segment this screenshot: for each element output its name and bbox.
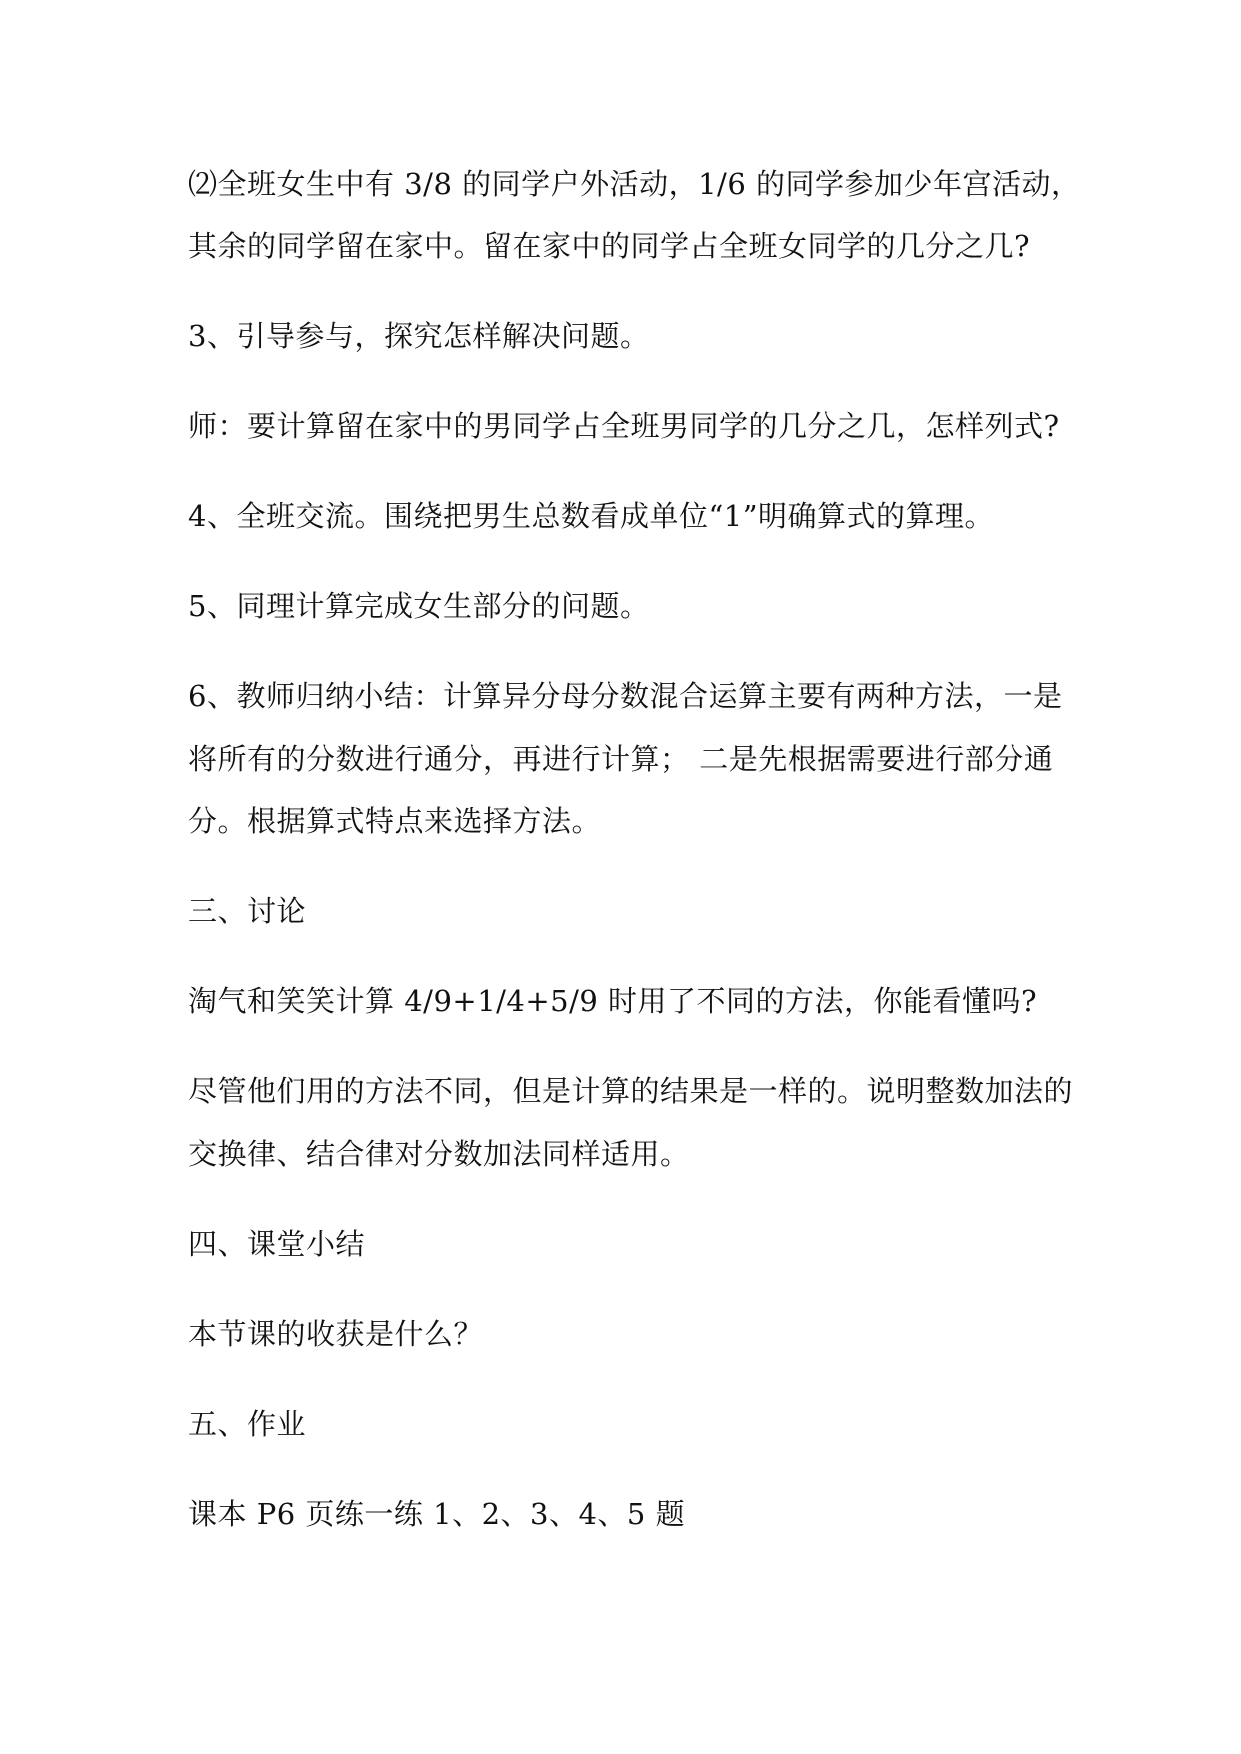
step-5-text: 5、同理计算完成女生部分的问题。 (188, 589, 650, 623)
section-heading-discussion: 三、讨论 (188, 894, 307, 928)
section-heading-summary: 四、课堂小结 (188, 1227, 366, 1261)
section-heading-homework: 五、作业 (188, 1407, 307, 1441)
paragraph-question-2-line-2: 其余的同学留在家中。留在家中的同学占全班女同学的几分之几? (188, 229, 1031, 263)
step-3-text: 3、引导参与，探究怎样解决问题。 (188, 319, 650, 353)
summary-question: 本节课的收获是什么？ (188, 1317, 484, 1351)
discussion-explanation-line-1: 尽管他们用的方法不同，但是计算的结果是一样的。说明整数加法的 (188, 1074, 1074, 1108)
discussion-question: 淘气和笑笑计算 4/9+1/4+5/9 时用了不同的方法，你能看懂吗? (188, 984, 1038, 1018)
paragraph-question-2-line-1: ⑵全班女生中有 3/8 的同学户外活动，1/6 的同学参加少年宫活动， (188, 167, 1081, 201)
homework-text: 课本 P6 页练一练 1、2、3、4、5 题 (188, 1497, 686, 1531)
step-6-line-1: 6、教师归纳小结：计算异分母分数混合运算主要有两种方法，一是 (188, 679, 1063, 713)
teacher-question: 师：要计算留在家中的男同学占全班男同学的几分之几，怎样列式? (188, 409, 1060, 443)
step-4-text: 4、全班交流。围绕把男生总数看成单位“1”明确算式的算理。 (188, 499, 995, 533)
discussion-explanation-line-2: 交换律、结合律对分数加法同样适用。 (188, 1137, 690, 1171)
step-6-line-3: 分。根据算式特点来选择方法。 (188, 804, 602, 838)
step-6-line-2: 将所有的分数进行通分，再进行计算； 二是先根据需要进行部分通 (188, 742, 1054, 776)
